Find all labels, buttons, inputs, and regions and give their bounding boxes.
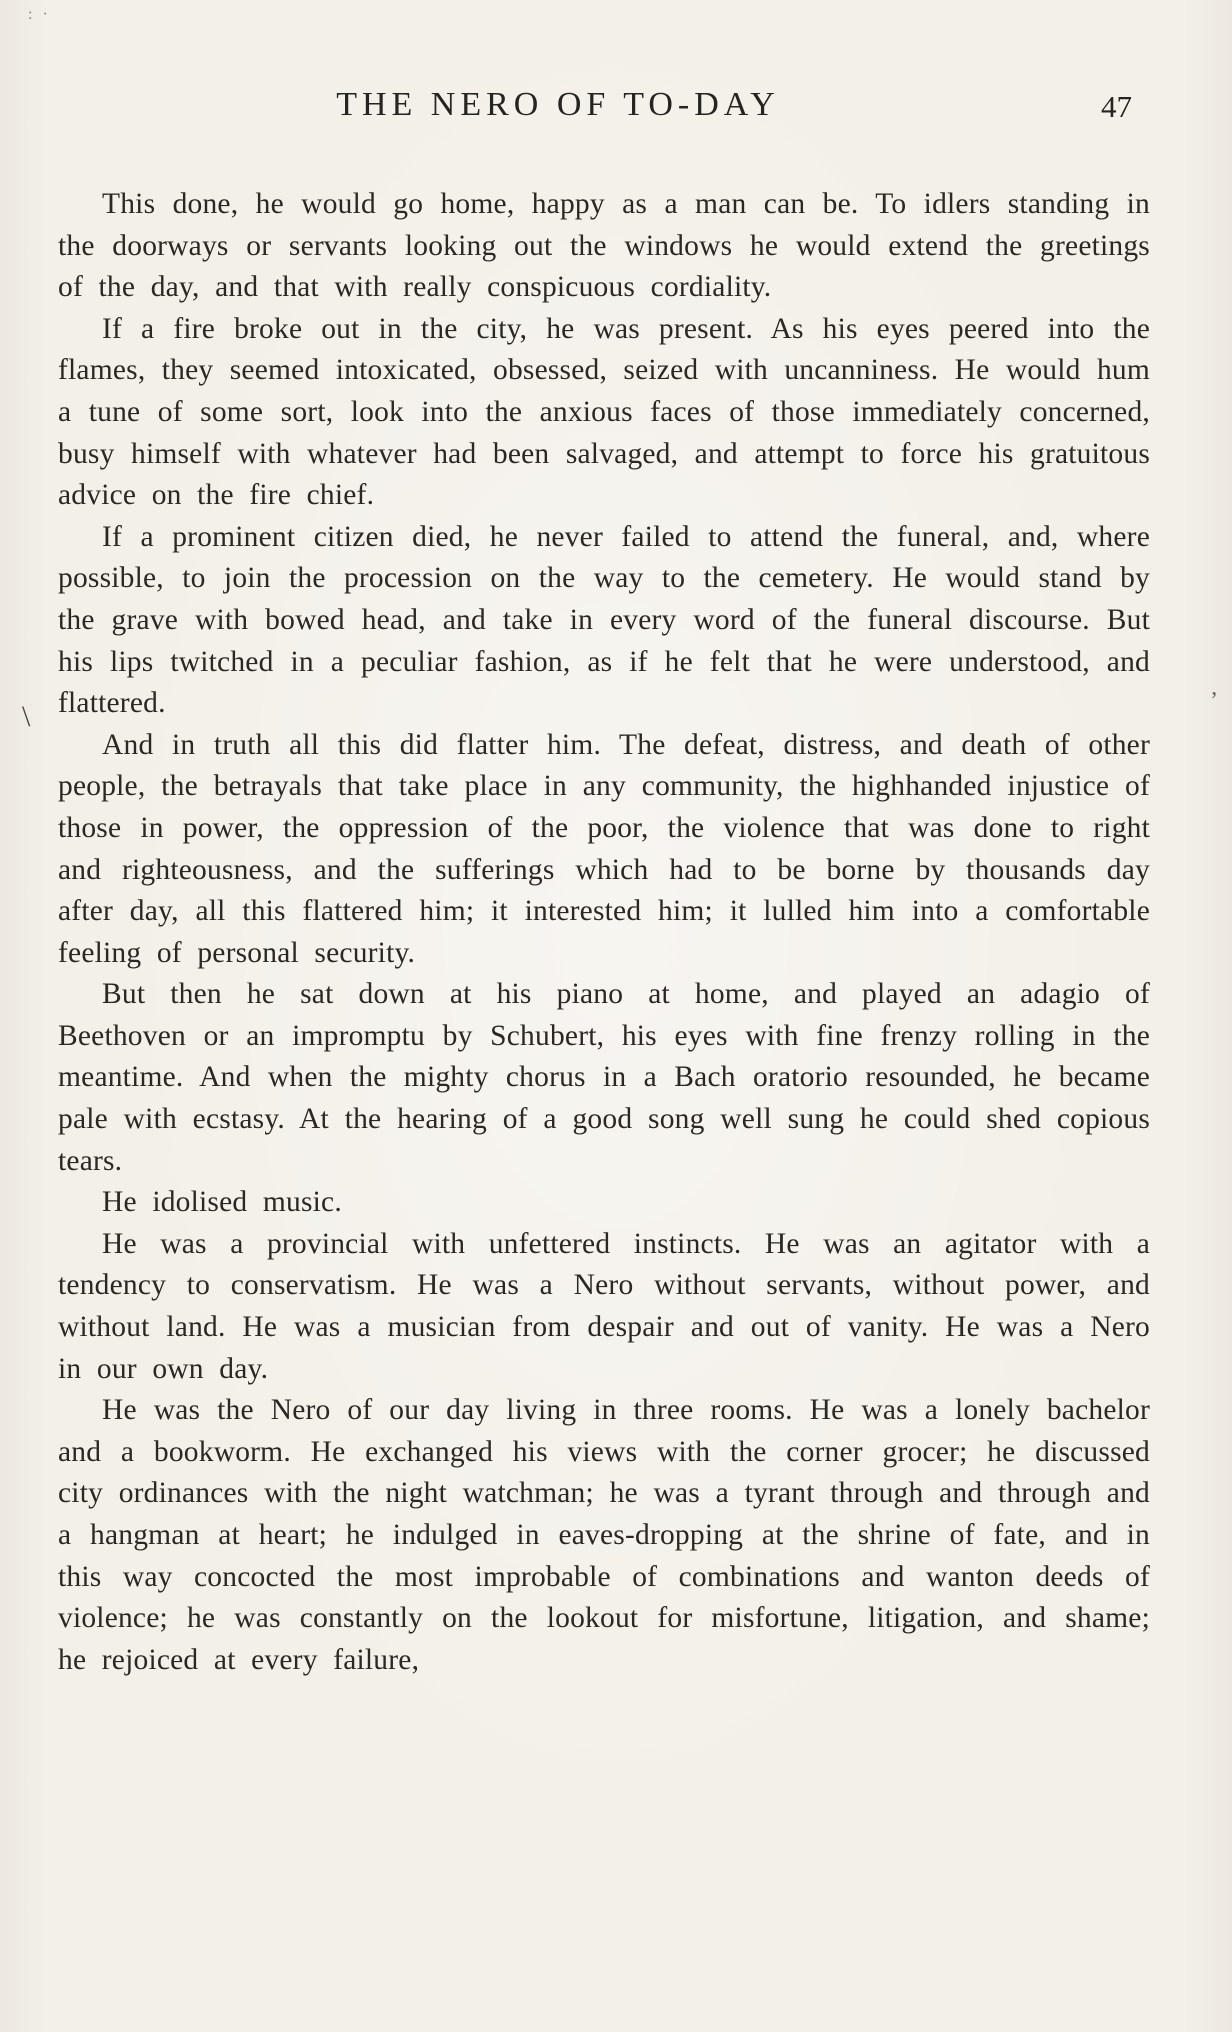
paragraph-7: He was a provincial with unfettered instincts. He was an agitator with a tendency to conservatism. He was a Nero without servants, without power, and without land. He was a musician from despair and out of vanity. He was a Nero in our own day. (58, 1227, 1150, 1385)
paragraph-4: And in truth all this did flatter him. The defeat, distress, and death of other people, the betrayals that take place in any community, the highhanded injustice of those in power, the oppression of the poor, the violence that was done to right and righteousness, and the sufferings which had to be borne by thousands day after day, all this flattered him; it interested him; it lulled him into a comfortable feeling of personal security. (58, 728, 1150, 969)
paragraph-2: If a fire broke out in the city, he was present. As his eyes peered into the flames, they seemed intoxicated, obsessed, seized with uncanniness. He would hum a tune of some sort, look into the anxious faces of those immediately concerned, busy himself with whatever had been salvaged, and attempt to force his gratuitous advice on the fire chief. (58, 312, 1150, 512)
paragraph-3: If a prominent citizen died, he never failed to attend the funeral, and, where possible, to join the procession on the way to the cemetery. He would stand by the grave with bowed head, and take in every word of the funeral discourse. But his lips twitched in a peculiar fashion, as if he felt that he were understood, and flattered. (58, 520, 1150, 720)
margin-mark-right: ’ (1210, 688, 1218, 714)
paragraph-8: He was the Nero of our day living in three rooms. He was a lonely bachelor and a bookworm. He exchanged his views with the corner grocer; he discussed city ordinances with the night watchman; he was a tyrant through and through and a hangman at heart; he indulged in eaves-dropping at the shrine of fate, and in this way concocted the most improbable of combinations and wanton deeds of violence; he was constantly on the lookout for misfortune, litigation, and shame; he rejoiced at every failure, (58, 1394, 1150, 1676)
paragraph-1: This done, he would go home, happy as a man can be. To idlers standing in the doorways or servants looking out the windows he would extend the greetings of the day, and that with really conspicuous cordiality. (58, 188, 1150, 304)
running-title: THE NERO OF TO-DAY (336, 86, 780, 123)
paragraph-6: He idolised music. (102, 1186, 342, 1219)
scan-speck: : · (28, 6, 51, 23)
page-header (58, 86, 1150, 138)
margin-mark-left: \ (22, 700, 31, 733)
page-number: 47 (1101, 89, 1132, 124)
paragraph-5: But then he sat down at his piano at home, and played an adagio of Beethoven or an impromptu by Schubert, his eyes with fine frenzy rolling in the meantime. And when the mighty chorus in a Bach oratorio resounded, he became pale with ecstasy. At the hearing of a good song well sung he could shed copious tears. (58, 978, 1150, 1177)
page-body (58, 184, 1150, 1681)
